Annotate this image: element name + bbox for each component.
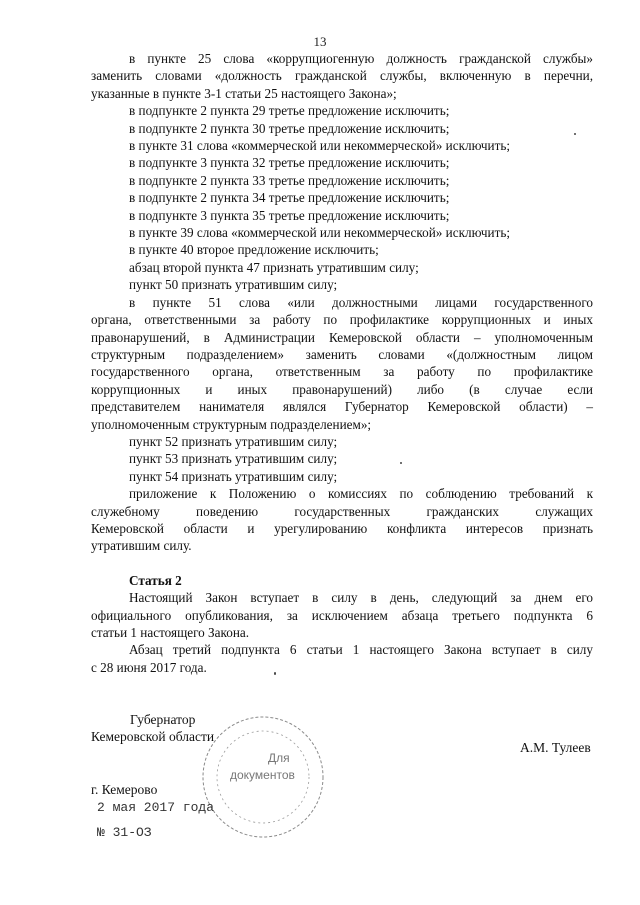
signing-place: г. Кемерово <box>91 782 158 797</box>
list-item: пункт 50 признать утратившим силу; <box>129 277 338 293</box>
law-number: № 31-ОЗ <box>97 825 152 840</box>
paragraph-line: Кемеровской области и урегулированию конфликта интересов признать <box>91 520 593 536</box>
page-number: 13 <box>313 34 327 49</box>
document-body <box>91 50 593 676</box>
list-item: в подпункте 3 пункта 32 третье предложение исключить; <box>129 155 450 171</box>
list-item: пункт 53 признать утратившим силу; <box>129 451 338 467</box>
paragraph-line: с 28 июня 2017 года. <box>91 659 207 675</box>
paragraph-line: утратившим силу. <box>91 538 192 554</box>
paragraph-line: статьи 1 настоящего Закона. <box>91 625 250 640</box>
paragraph-line: структурным подразделением» заменить словами «(должностным лицом <box>91 346 593 362</box>
paragraph-line: органа, ответственными за работу по профилактике коррупционных и иных <box>91 312 593 328</box>
list-item: в пункте 31 слова «коммерческой или некоммерческой» исключить; <box>129 138 511 154</box>
stamp-text: документов <box>230 768 295 782</box>
list-item: в пункте 39 слова «коммерческой или некоммерческой» исключить; <box>129 225 511 241</box>
scan-speck <box>274 672 276 675</box>
list-item: абзац второй пункта 47 признать утратившим силу; <box>129 259 419 275</box>
paragraph-line: заменить словами «должность гражданской службы, включенную в перечни, <box>91 68 593 84</box>
paragraph-line: Настоящий Закон вступает в силу в день, следующий за днем его <box>129 590 593 606</box>
list-item: пункт 54 признать утратившим силу; <box>129 468 338 484</box>
stamp-text: Для <box>268 751 290 765</box>
paragraph-line: в пункте 25 слова «коррупциогенную должность гражданской службы» <box>129 51 593 66</box>
signer-name: А.М. Тулеев <box>520 740 591 755</box>
signer-title: Губернатор <box>130 712 196 727</box>
paragraph-line: коррупционных и иных правонарушений) либо (в случае если <box>91 381 593 397</box>
signing-date: 2 мая 2017 года <box>97 800 215 815</box>
scan-speck <box>574 133 576 135</box>
list-item: пункт 52 признать утратившим силу; <box>129 433 338 449</box>
paragraph-line: приложение к Положению о комиссиях по соблюдению требований к <box>129 486 593 502</box>
paragraph-line: официального опубликования, за исключением абзаца третьего подпункта 6 <box>91 607 593 623</box>
paragraph-line: указанные в пункте 3-1 статьи 25 настоящего Закона»; <box>91 85 397 101</box>
list-item: в пункте 40 второе предложение исключить; <box>129 242 379 258</box>
paragraph-line: уполномоченным структурным подразделением»; <box>91 416 372 432</box>
article-title: Статья 2 <box>129 572 182 588</box>
official-seal <box>198 712 328 842</box>
list-item: в подпункте 3 пункта 35 третье предложение исключить; <box>129 207 450 223</box>
list-item: в подпункте 2 пункта 30 третье предложение исключить; <box>129 120 450 136</box>
paragraph-line: Абзац третий подпункта 6 статьи 1 настоящего Закона вступает в силу <box>129 642 593 658</box>
signer-region: Кемеровской области <box>91 729 215 744</box>
paragraph-line: служебному поведению государственных гражданских служащих <box>91 503 593 519</box>
list-item: в подпункте 2 пункта 29 третье предложение исключить; <box>129 103 450 119</box>
list-item: в подпункте 2 пункта 33 третье предложение исключить; <box>129 172 450 188</box>
signature-block <box>0 712 640 872</box>
paragraph-line: правонарушений, в Администрации Кемеровской области – уполномоченным <box>91 329 593 345</box>
scan-speck <box>400 462 402 464</box>
list-item: в подпункте 2 пункта 34 третье предложение исключить; <box>129 190 450 206</box>
paragraph-line: государственного органа, ответственным за работу по профилактике <box>91 364 593 380</box>
paragraph-line: представителем нанимателя являлся Губернатор Кемеровской области) – <box>91 399 593 415</box>
paragraph-line: в пункте 51 слова «или должностными лицами государственного <box>129 294 593 310</box>
section-gap <box>91 555 593 572</box>
